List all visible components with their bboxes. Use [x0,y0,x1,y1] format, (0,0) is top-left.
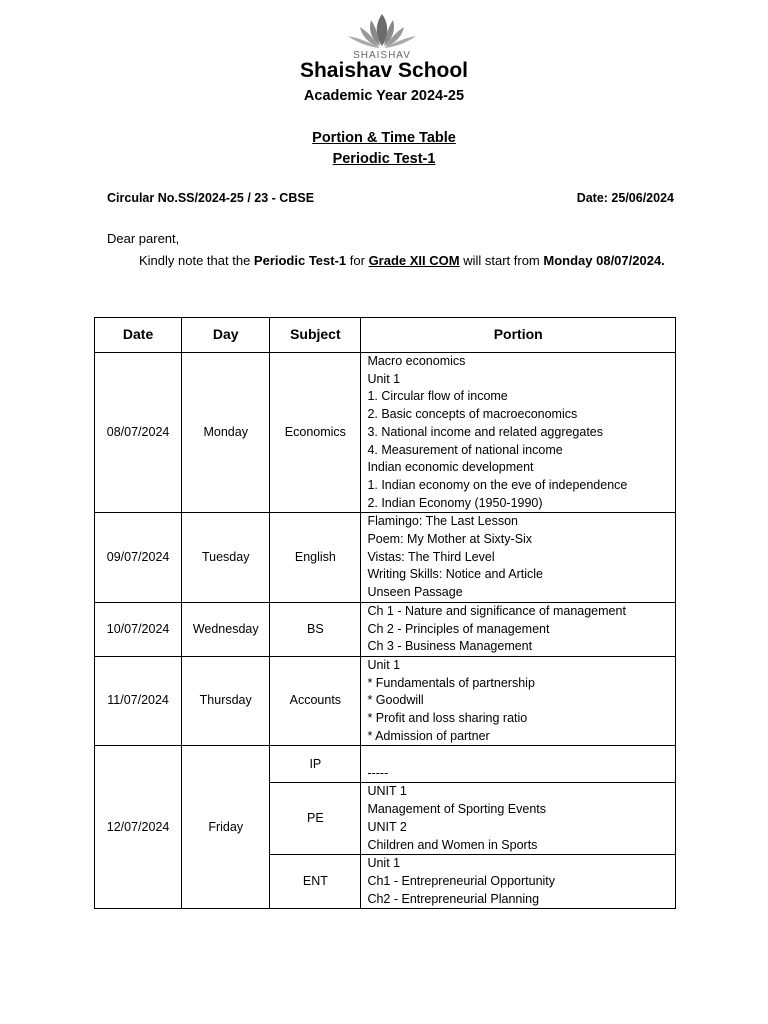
school-logo [344,12,420,62]
table-row [95,746,676,783]
title-line-1: Portion & Time Table [312,130,456,146]
portion-line: Poem: My Mother at Sixty-Six [367,532,533,547]
school-name: Shaishav School [299,59,469,82]
portion-line: Management of Sporting Events [367,802,547,817]
cell-date: 08/07/2024 [95,353,182,513]
portion-line: Ch2 - Entrepreneurial Planning [367,891,540,906]
portion-line: * Admission of partner [367,728,490,743]
cell-day: Wednesday [182,602,270,656]
intro-text-3: will start from [459,253,544,268]
table-row [95,656,676,746]
cell-subject: Accounts [270,656,361,746]
academic-year: Academic Year 2024-25 [303,88,465,104]
cell-day: Tuesday [182,513,270,603]
header-portion: Portion [361,318,676,353]
portion-line: UNIT 2 [367,819,407,834]
title-line-2: Periodic Test-1 [332,151,436,167]
circular-number: Circular No.SS/2024-25 / 23 - CBSE [107,191,315,205]
intro-start-date: Monday 08/07/2024. [543,253,665,268]
cell-portion [361,783,676,855]
cell-subject: IP [270,746,361,783]
logo-text: SHAISHAV [353,50,411,61]
cell-subject: PE [270,783,361,855]
portion-line: 2. Indian Economy (1950-1990) [367,495,543,510]
header-date: Date [95,318,182,353]
portion-line: Unseen Passage [367,585,463,600]
portion-line: 3. National income and related aggregates [367,424,604,439]
cell-subject: ENT [270,855,361,909]
intro-test-name: Periodic Test-1 [253,253,347,268]
header-subject: Subject [270,318,361,353]
portion-line: * Goodwill [367,693,424,708]
portion-line: Unit 1 [367,657,401,672]
timetable-header-row [95,318,676,353]
portion-line: Flamingo: The Last Lesson [367,514,518,529]
circular-date: Date: 25/06/2024 [576,191,674,205]
portion-line: Ch 3 - Business Management [367,639,533,654]
cell-day: Monday [182,353,270,513]
portion-line: * Fundamentals of partnership [367,675,535,690]
portion-line: 4. Measurement of national income [367,442,563,457]
header-day: Day [182,318,270,353]
portion-line: 1. Circular flow of income [367,389,508,404]
portion-line: 1. Indian economy on the eve of independence [367,477,628,492]
document-title [0,128,768,148]
cell-date: 12/07/2024 [95,746,182,909]
table-row [95,353,676,513]
portion-line: Unit 1 [367,371,401,386]
cell-portion [361,353,676,513]
portion-line: Indian economic development [367,460,534,475]
intro-text-2: for [346,253,369,268]
document-subtitle [0,149,768,169]
cell-portion [361,602,676,656]
portion-line: ----- [367,765,389,780]
portion-line: Unit 1 [367,856,401,871]
portion-line: Writing Skills: Notice and Article [367,567,543,582]
portion-line: UNIT 1 [367,784,407,799]
cell-subject: Economics [270,353,361,513]
cell-date: 09/07/2024 [95,513,182,603]
cell-portion [361,746,676,783]
timetable [94,317,676,909]
portion-line: * Profit and loss sharing ratio [367,711,528,726]
cell-date: 10/07/2024 [95,602,182,656]
portion-line: Ch1 - Entrepreneurial Opportunity [367,873,556,888]
cell-date: 11/07/2024 [95,656,182,746]
portion-line: 2. Basic concepts of macroeconomics [367,407,578,422]
cell-day: Friday [182,746,270,909]
intro-text-1: Kindly note that the [139,253,254,268]
cell-portion [361,855,676,909]
intro-grade: Grade XII COM [368,253,460,268]
intro-paragraph [94,251,674,271]
cell-day: Thursday [182,656,270,746]
cell-subject: BS [270,602,361,656]
lotus-logo-icon [344,12,420,52]
cell-portion [361,656,676,746]
portion-line: Children and Women in Sports [367,837,538,852]
portion-line: Macro economics [367,354,466,368]
cell-portion [361,513,676,603]
greeting: Dear parent, [107,231,180,246]
table-row [95,513,676,603]
cell-subject: English [270,513,361,603]
portion-line: Ch 1 - Nature and significance of management [367,603,626,618]
table-row [95,602,676,656]
portion-line: Vistas: The Third Level [367,549,495,564]
portion-line: Ch 2 - Principles of management [367,621,550,636]
